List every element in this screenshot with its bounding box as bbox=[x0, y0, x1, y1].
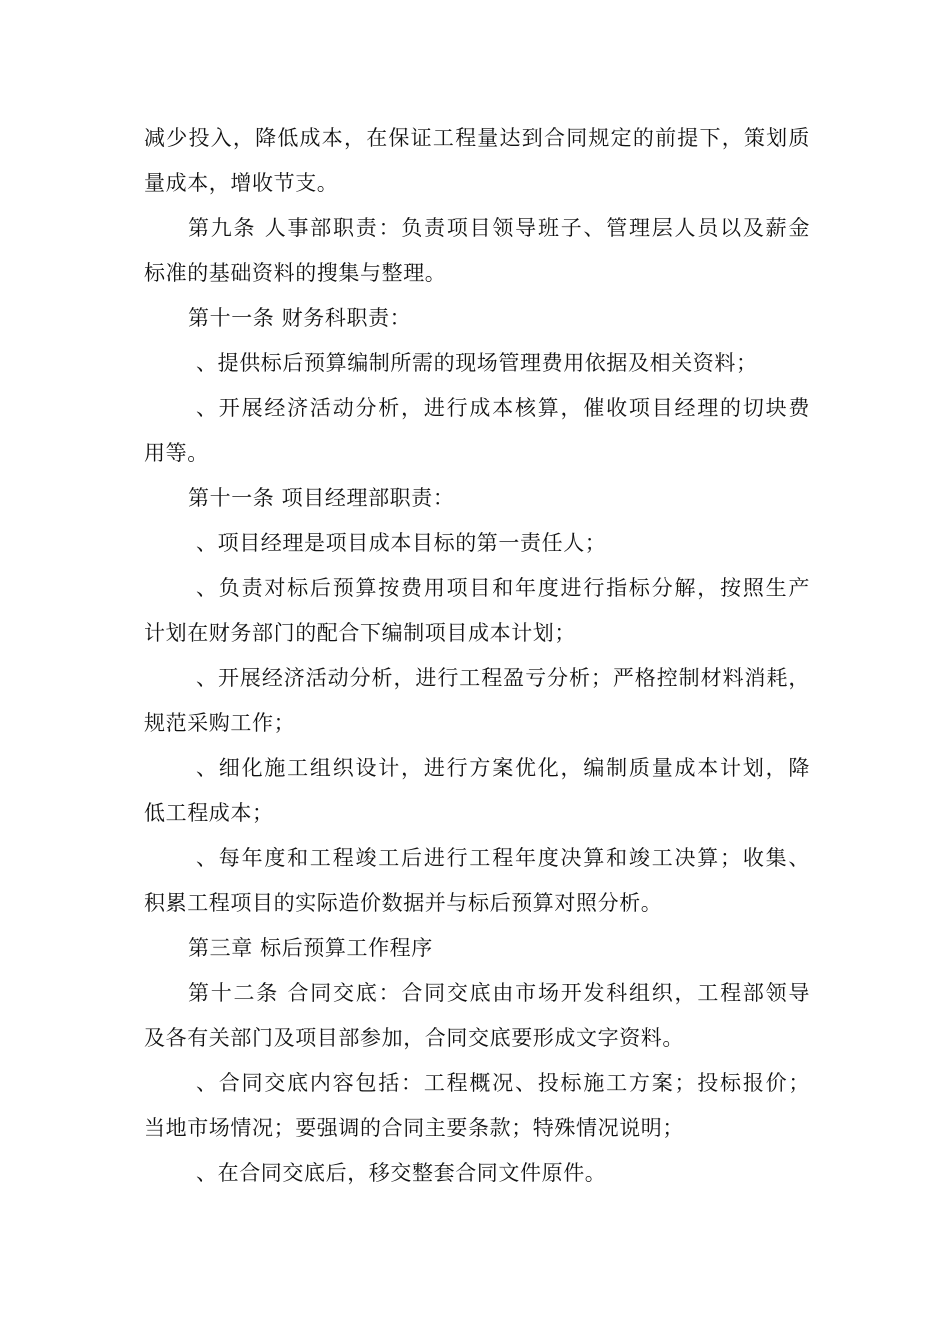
article-heading: 第十一条 财务科职责： bbox=[188, 306, 412, 330]
list-item: 、细化施工组织设计，进行方案优化，编制质量成本计划，降 bbox=[196, 756, 810, 780]
list-item: 、在合同交底后，移交整套合同文件原件。 bbox=[196, 1161, 607, 1185]
text-line: 积累工程项目的实际造价数据并与标后预算对照分析。 bbox=[144, 891, 663, 915]
chapter-heading: 第三章 标后预算工作程序 bbox=[188, 936, 433, 960]
text-line: 当地市场情况；要强调的合同主要条款；特殊情况说明； bbox=[144, 1116, 684, 1140]
list-item: 、开展经济活动分析，进行成本核算，催收项目经理的切块费 bbox=[196, 396, 810, 420]
text-line: 规范采购工作； bbox=[144, 711, 296, 735]
article-heading: 第九条 人事部职责：负责项目领导班子、管理层人员以及薪金 bbox=[188, 216, 810, 240]
text-line: 及各有关部门及项目部参加，合同交底要形成文字资料。 bbox=[144, 1026, 684, 1050]
list-item: 、提供标后预算编制所需的现场管理费用依据及相关资料； bbox=[196, 351, 758, 375]
article-heading: 第十一条 项目经理部职责： bbox=[188, 486, 455, 510]
text-line: 低工程成本； bbox=[144, 801, 274, 825]
text-line: 计划在财务部门的配合下编制项目成本计划； bbox=[144, 621, 576, 645]
text-line: 减少投入，降低成本，在保证工程量达到合同规定的前提下，策划质 bbox=[144, 126, 810, 150]
text-line: 用等。 bbox=[144, 441, 209, 465]
article-heading: 第十二条 合同交底：合同交底由市场开发科组织，工程部领导 bbox=[188, 981, 810, 1005]
text-line: 量成本，增收节支。 bbox=[144, 171, 339, 195]
list-item: 、合同交底内容包括：工程概况、投标施工方案；投标报价； bbox=[196, 1071, 810, 1095]
list-item: 、项目经理是项目成本目标的第一责任人； bbox=[196, 531, 607, 555]
text-line: 标准的基础资料的搜集与整理。 bbox=[144, 261, 447, 285]
list-item: 、每年度和工程竣工后进行工程年度决算和竣工决算；收集、 bbox=[196, 846, 810, 870]
list-item: 、开展经济活动分析，进行工程盈亏分析；严格控制材料消耗， bbox=[196, 666, 810, 690]
list-item: 、负责对标后预算按费用项目和年度进行指标分解，按照生产 bbox=[196, 576, 810, 600]
